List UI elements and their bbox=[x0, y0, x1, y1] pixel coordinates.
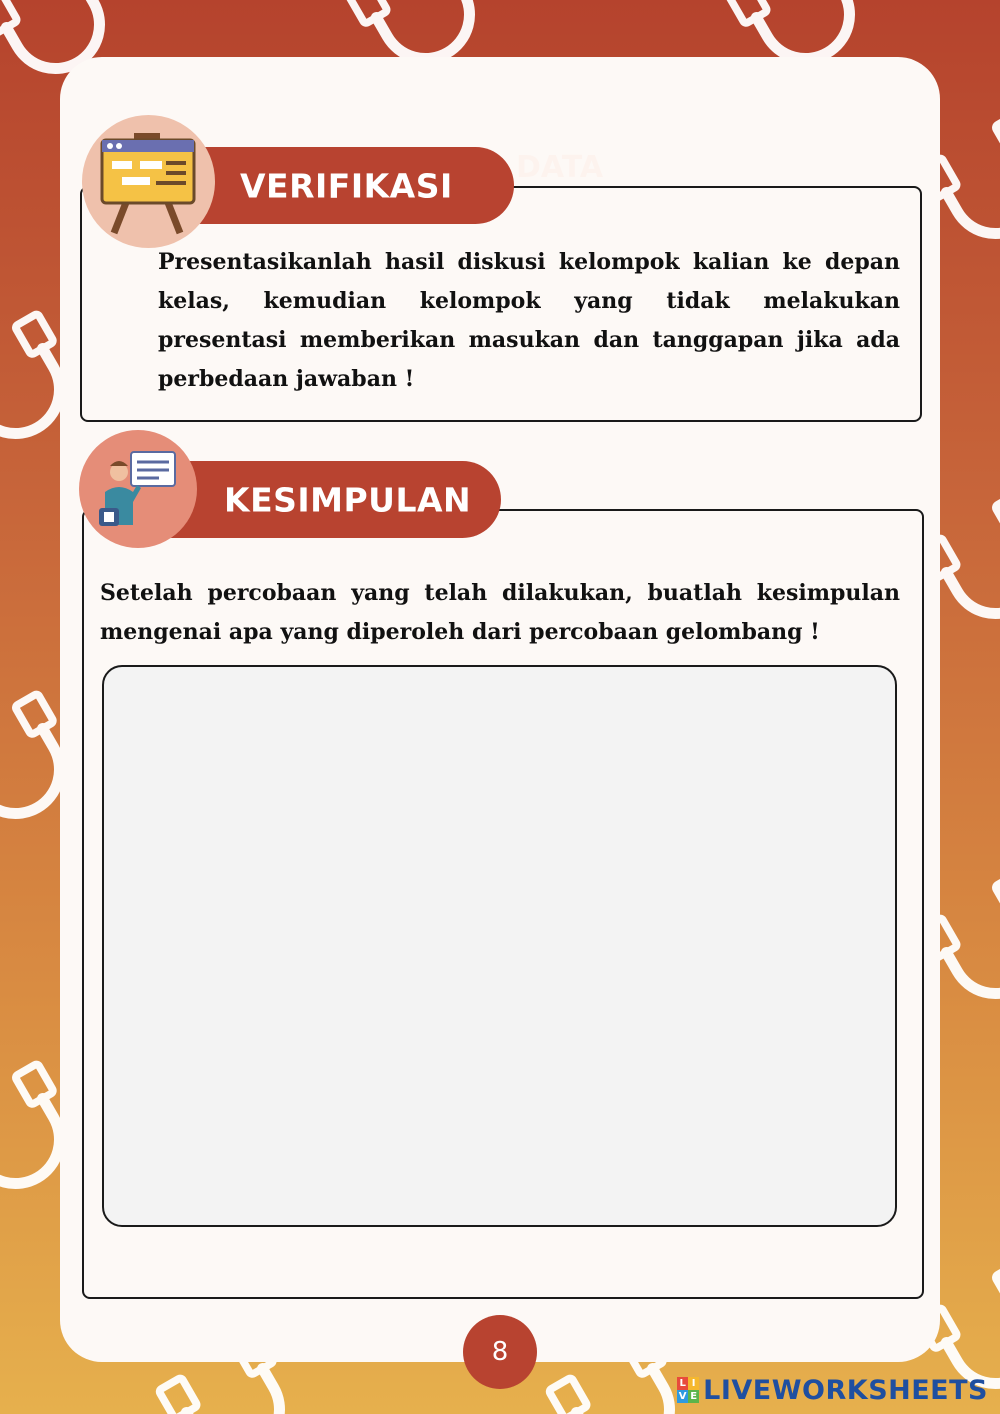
verifikasi-heading: VERIFIKASI bbox=[240, 166, 453, 205]
kesimpulan-heading: KESIMPULAN bbox=[224, 480, 472, 519]
presentation-board-icon bbox=[82, 115, 215, 248]
kesimpulan-instructions: Setelah percobaan yang telah dilakukan, buatlah kesimpulan mengenai apa yang diperoleh dari percobaan gelombang ! bbox=[100, 580, 900, 645]
footer-brand: LIVEWORKSHEETS bbox=[703, 1374, 988, 1406]
verifikasi-instructions: Presentasikanlah hasil diskusi kelompok kalian ke depan kelas, kemudian kelompok yang tidak melakukan presentasi memberikan masukan dan tanggapan jika ada perbedaan jawaban ! bbox=[158, 249, 900, 392]
liveworksheets-logo-icon: L I V E bbox=[677, 1377, 699, 1403]
liveworksheets-logo bbox=[677, 1372, 988, 1408]
page-number: 8 bbox=[463, 1315, 537, 1389]
ghost-heading: DATA bbox=[516, 150, 604, 185]
presenter-person-icon bbox=[79, 430, 197, 548]
kesimpulan-answer-textarea[interactable] bbox=[102, 665, 897, 1227]
